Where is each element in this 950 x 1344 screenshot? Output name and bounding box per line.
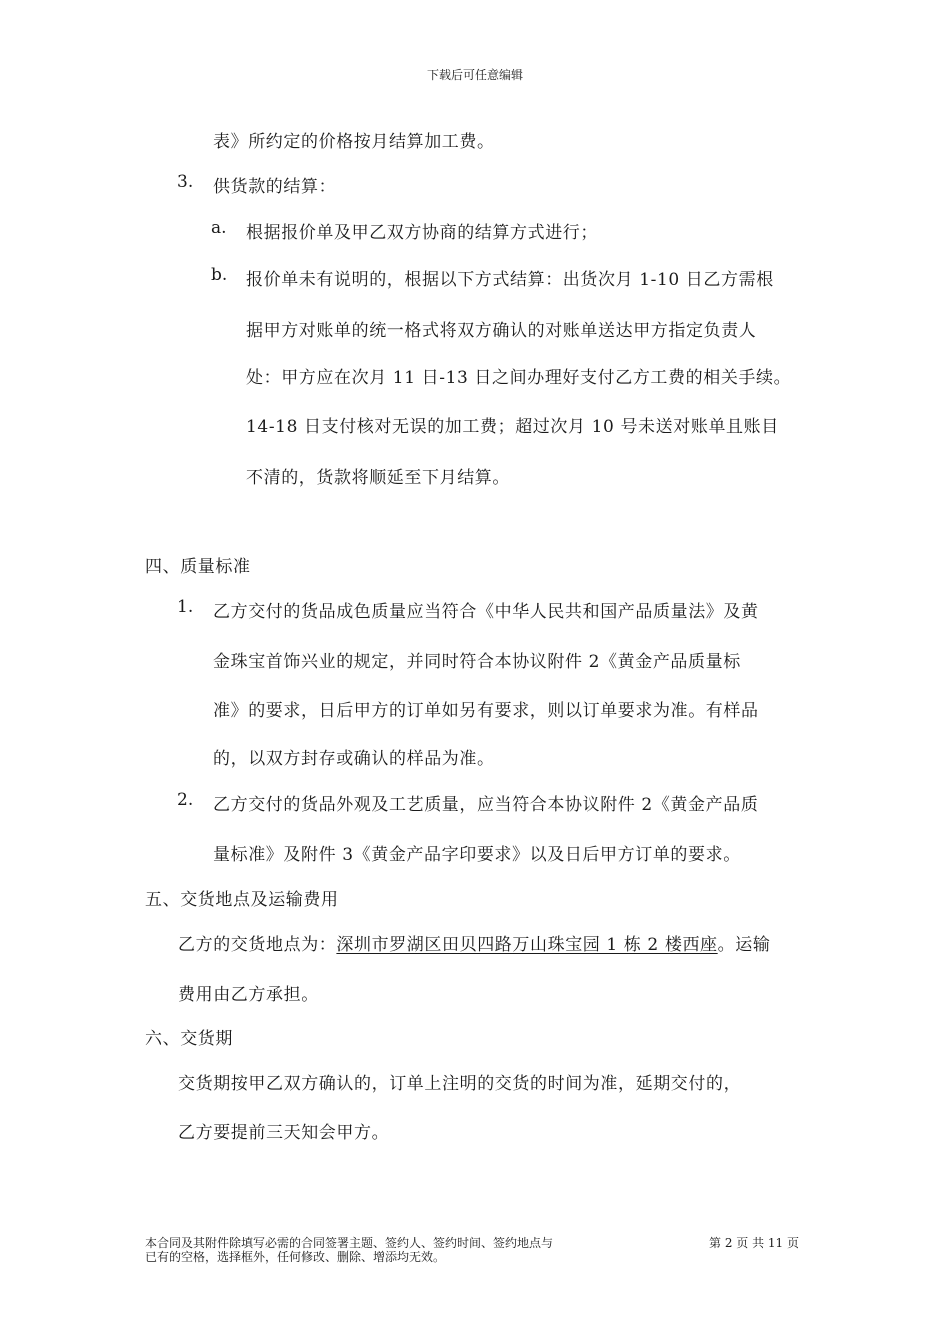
section-4-item-2-line: 量标准》及附件 3《黄金产品字印要求》以及日后甲方订单的要求。 [213,845,741,865]
item-3b-line: 据甲方对账单的统一格式将双方确认的对账单送达甲方指定负责人 [246,321,757,341]
delivery-label: 乙方的交货地点为： [178,935,337,955]
section-5-line-1 [178,930,770,955]
section-4-item-2-line: 乙方交付的货品外观及工艺质量，应当符合本协议附件 2《黄金产品质 [213,795,759,815]
delivery-suffix: 。运输 [717,935,771,955]
section-4-item-1-line: 准》的要求，日后甲方的订单如另有要求，则以订单要求为准。有样品 [213,701,759,721]
page-header-note: 下载后可任意编辑 [426,68,523,82]
section-6-line: 乙方要提前三天知会甲方。 [178,1123,390,1143]
section-4-item-1-line: 的，以双方封存或确认的样品为准。 [213,749,495,769]
footer-note-line: 已有的空格，选择框外，任何修改、删除、增添均无效。 [145,1250,446,1264]
list-marker-4-1: 1. [177,597,194,617]
section-5-line-2: 费用由乙方承担。 [178,985,319,1005]
section-6-title: 六、交货期 [145,1029,233,1049]
list-marker-3b: b. [211,265,228,285]
footer-note-line: 本合同及其附件除填写必需的合同签署主题、签约人、签约时间、签约地点与 [145,1236,554,1250]
item-3a-text: 根据报价单及甲乙双方协商的结算方式进行； [246,223,598,243]
item-3-text: 供货款的结算： [213,177,337,197]
section-4-item-1-line: 乙方交付的货品成色质量应当符合《中华人民共和国产品质量法》及黄 [213,602,759,622]
item-3b-line: 报价单未有说明的，根据以下方式结算：出货次月 1-10 日乙方需根 [246,270,774,290]
section-4-title: 四、质量标准 [145,557,251,577]
item-3b-line: 14-18 日支付核对无误的加工费；超过次月 10 号未送对账单且账目 [246,417,779,437]
section-5-title: 五、交货地点及运输费用 [145,890,339,910]
item-3b-line: 不清的，货款将顺延至下月结算。 [246,468,510,488]
list-marker-3: 3. [177,172,194,192]
delivery-address: 深圳市罗湖区田贝四路万山珠宝园 1 栋 2 楼西座 [336,935,718,955]
item-3b-line: 处：甲方应在次月 11 日-13 日之间办理好支付乙方工费的相关手续。 [246,368,792,388]
list-marker-4-2: 2. [177,790,194,810]
section-6-line: 交货期按甲乙双方确认的，订单上注明的交货的时间为准，延期交付的， [178,1074,742,1094]
continuation-line: 表》所约定的价格按月结算加工费。 [213,132,495,152]
section-4-item-1-line: 金珠宝首饰兴业的规定，并同时符合本协议附件 2《黄金产品质量标 [213,652,741,672]
list-marker-3a: a. [211,218,227,238]
page-number: 第 2 页 共 11 页 [709,1236,799,1250]
footer-note [145,1236,553,1264]
